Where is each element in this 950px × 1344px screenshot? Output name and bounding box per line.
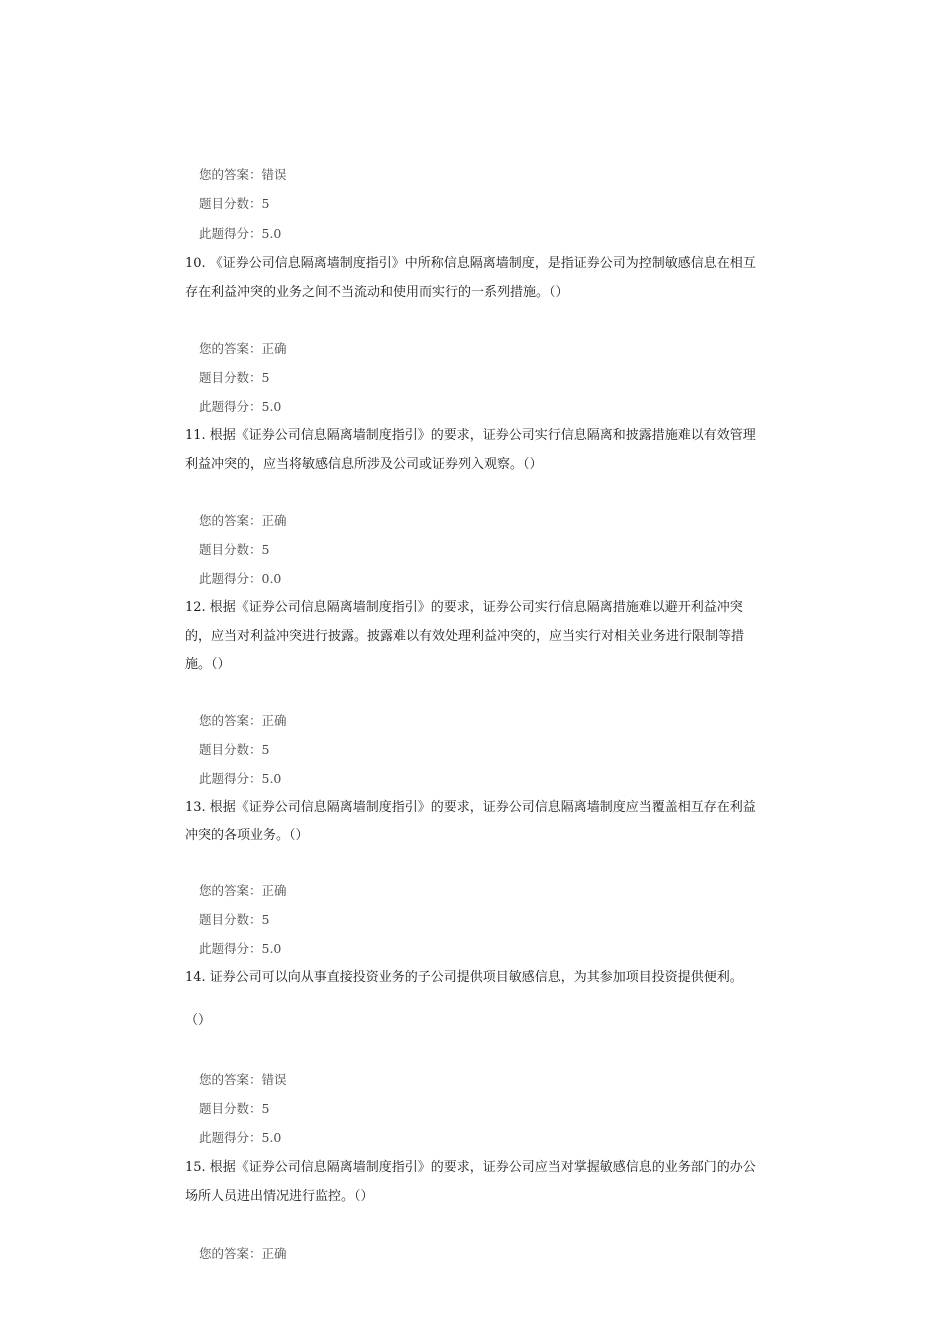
question-text: 利益冲突的，应当将敏感信息所涉及公司或证券列入观察。（）	[185, 457, 543, 472]
question-text: （）	[185, 1013, 212, 1028]
question-text: 场所人员进出情况进行监控。（）	[185, 1189, 374, 1204]
question-text: 10. 《证券公司信息隔离墙制度指引》中所称信息隔离墙制度，是指证券公司为控制敏感信息在相互	[185, 256, 756, 271]
question-score: 题目分数：5	[199, 542, 270, 557]
earned-score: 此题得分：5.0	[199, 1130, 282, 1145]
question-text: 13. 根据《证券公司信息隔离墙制度指引》的要求，证券公司信息隔离墙制度应当覆盖相互存在利益	[185, 800, 756, 815]
question-score: 题目分数：5	[199, 196, 270, 211]
question-text: 14. 证券公司可以向从事直接投资业务的子公司提供项目敏感信息，为其参加项目投资提供便利。	[185, 970, 743, 985]
your-answer: 您的答案：正确	[199, 883, 287, 898]
question-score: 题目分数：5	[199, 912, 270, 927]
question-score: 题目分数：5	[199, 370, 270, 385]
question-score: 题目分数：5	[199, 1101, 270, 1116]
question-score: 题目分数：5	[199, 742, 270, 757]
question-text: 15. 根据《证券公司信息隔离墙制度指引》的要求，证券公司应当对掌握敏感信息的业务部门的办公	[185, 1160, 756, 1175]
your-answer: 您的答案：正确	[199, 1246, 287, 1261]
question-text: 的，应当对利益冲突进行披露。披露难以有效处理利益冲突的，应当实行对相关业务进行限制等措	[185, 629, 745, 644]
your-answer: 您的答案：正确	[199, 341, 287, 356]
your-answer: 您的答案：正确	[199, 513, 287, 528]
earned-score: 此题得分：5.0	[199, 399, 282, 414]
question-text: 施。（）	[185, 657, 231, 672]
earned-score: 此题得分：0.0	[199, 571, 282, 586]
earned-score: 此题得分：5.0	[199, 771, 282, 786]
earned-score: 此题得分：5.0	[199, 941, 282, 956]
your-answer: 您的答案：错误	[199, 167, 287, 182]
earned-score: 此题得分：5.0	[199, 226, 282, 241]
question-text: 存在利益冲突的业务之间不当流动和使用而实行的一系列措施。（）	[185, 285, 569, 300]
question-text: 12. 根据《证券公司信息隔离墙制度指引》的要求，证券公司实行信息隔离措施难以避开利益冲突	[185, 600, 743, 615]
your-answer: 您的答案：错误	[199, 1072, 287, 1087]
question-text: 11. 根据《证券公司信息隔离墙制度指引》的要求，证券公司实行信息隔离和披露措施难以有效管理	[185, 428, 756, 443]
question-text: 冲突的各项业务。（）	[185, 828, 309, 843]
your-answer: 您的答案：正确	[199, 713, 287, 728]
